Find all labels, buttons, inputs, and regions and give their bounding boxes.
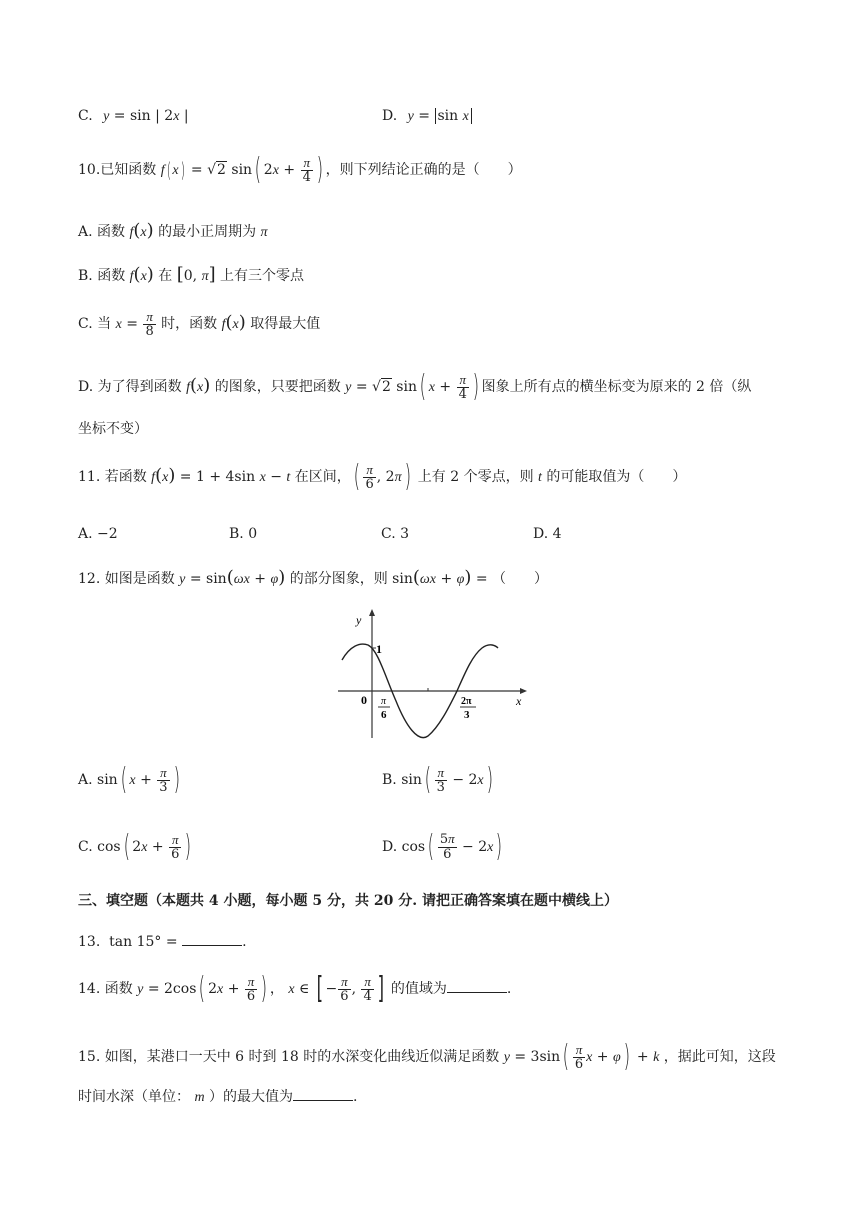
q11-option-c[interactable]: C. 3 <box>381 526 410 542</box>
q15-answer-blank[interactable] <box>293 1088 353 1101</box>
q12-option-c[interactable]: C. cos( 2x + $\frac{\pi}{6}$ ) <box>78 829 192 864</box>
x-tick1-den: 6 <box>381 709 387 721</box>
q13: 13. tan 15° = . <box>78 934 247 950</box>
q15-line1: 15. 如图，某港口一天中 6 时到 18 时的水深变化曲线近似满足函数 y = 3sin( $\frac{\pi}{6}$ x + φ) + k ，据此可知，这段 <box>78 1039 776 1074</box>
q10-option-c[interactable]: C. 当 x = $\frac{\pi}{8}$ 时，函数 f(x) 取得最大值 <box>78 309 321 339</box>
x-tick2-den: 3 <box>464 709 470 721</box>
q12-stem: 12. 如图是函数 y = sin(ωx + φ) 的部分图象，则 sin(ωx + φ) = （ ） <box>78 567 549 588</box>
q12-option-a[interactable]: A. sin( x + $\frac{\pi}{3}$ ) <box>78 762 180 797</box>
q12-option-b[interactable]: B. sin( $\frac{\pi}{3}$ − 2x) <box>382 762 493 797</box>
section-3-title: 三、填空题（本题共 4 小题，每小题 5 分，共 20 分. 请把正确答案填在题中横线上） <box>78 893 618 909</box>
q10-option-d-cont: 坐标不变） <box>78 421 148 437</box>
y-tick-label: 1 <box>376 642 382 656</box>
q10-option-a[interactable]: A. 函数 f(x) 的最小正周期为 π <box>78 220 268 241</box>
origin-label: 0 <box>361 693 367 707</box>
x-axis-label: x <box>516 694 522 708</box>
q11-stem: 11. 若函数 f(x) = 1 + 4sin x − t 在区间，( $\frac{\pi}{6}$ , 2π) 上有 2 个零点，则 t 的可能取值为（ ） <box>78 459 687 494</box>
q13-answer-blank[interactable] <box>182 933 242 946</box>
q9-option-d[interactable]: D. y = sin x <box>382 108 472 126</box>
q15-line2: 时间水深（单位： m ）的最大值为 . <box>78 1089 358 1105</box>
q10-option-d[interactable]: D. 为了得到函数 f(x) 的图象，只要把函数 y = √2 sin( x + $\frac{\pi}{4}$ ) 图象上所有点的横坐标变为原来的 2 倍（纵 <box>78 369 752 404</box>
q12-option-d[interactable]: D. cos( $\frac{5\pi}{6}$ − 2x) <box>382 829 503 864</box>
q14: 14. 函数 y = 2cos( 2x + $\frac{\pi}{6}$ ) ， x ∈ [ − $\frac{\pi}{6}$ , $\frac{\pi}{4}$ ] 的值域为 . <box>78 971 512 1006</box>
q10-stem: 10.已知函数 f( x) = √2 sin( 2x + $\frac{\pi}{4}$ ) ，则下列结论正确的是（ ） <box>78 152 522 187</box>
y-axis-label: y <box>356 613 362 627</box>
q11-option-d[interactable]: D. 4 <box>533 526 562 542</box>
x-tick2-num: 2π <box>461 696 472 707</box>
x-tick1-num: π <box>381 696 387 707</box>
q9-option-c[interactable]: C. y = sin | 2x | <box>78 108 189 124</box>
q11-option-b[interactable]: B. 0 <box>229 526 258 542</box>
q11-option-a[interactable]: A. −2 <box>78 526 118 542</box>
y-axis-arrow <box>369 609 375 616</box>
q10-option-b[interactable]: B. 函数 f(x) 在 [0, π] 上有三个零点 <box>78 264 305 285</box>
q14-answer-blank[interactable] <box>447 980 507 993</box>
q12-sine-graph <box>330 608 530 743</box>
